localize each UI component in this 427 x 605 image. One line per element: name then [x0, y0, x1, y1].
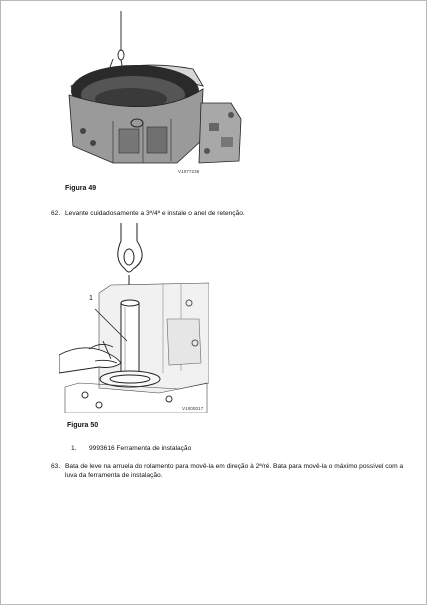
step-63-continuation	[65, 471, 163, 480]
figure-49-image-code: V1077236	[178, 169, 200, 174]
step-62-text: Levante cuidadosamente a 3ª/4ª e instale o anel de retenção.	[65, 210, 245, 217]
step-63-line2: luva da ferramenta de instalação.	[65, 472, 163, 479]
figure-49-image	[53, 11, 243, 173]
step-62	[51, 209, 245, 218]
step-63-line1: Bata de leve na arruela do rolamento para movê-la em direção à 2ª/ré. Bata para movê-la o máximo possível com a	[65, 463, 404, 470]
figure-49-caption: Figura 49	[65, 185, 97, 192]
legend-item	[71, 445, 191, 452]
figure-50-image	[59, 223, 209, 413]
figure-50-image-code: V1000017	[182, 406, 204, 411]
figure-50-callout: 1	[89, 295, 93, 302]
step-63-number: 63.	[51, 463, 61, 470]
step-63	[51, 462, 421, 471]
legend-item-text: 9993616 Ferramenta de instalação	[89, 445, 192, 452]
legend-item-number: 1.	[71, 445, 77, 452]
step-62-number: 62.	[51, 210, 61, 217]
figure-50-caption: Figura 50	[67, 422, 99, 429]
